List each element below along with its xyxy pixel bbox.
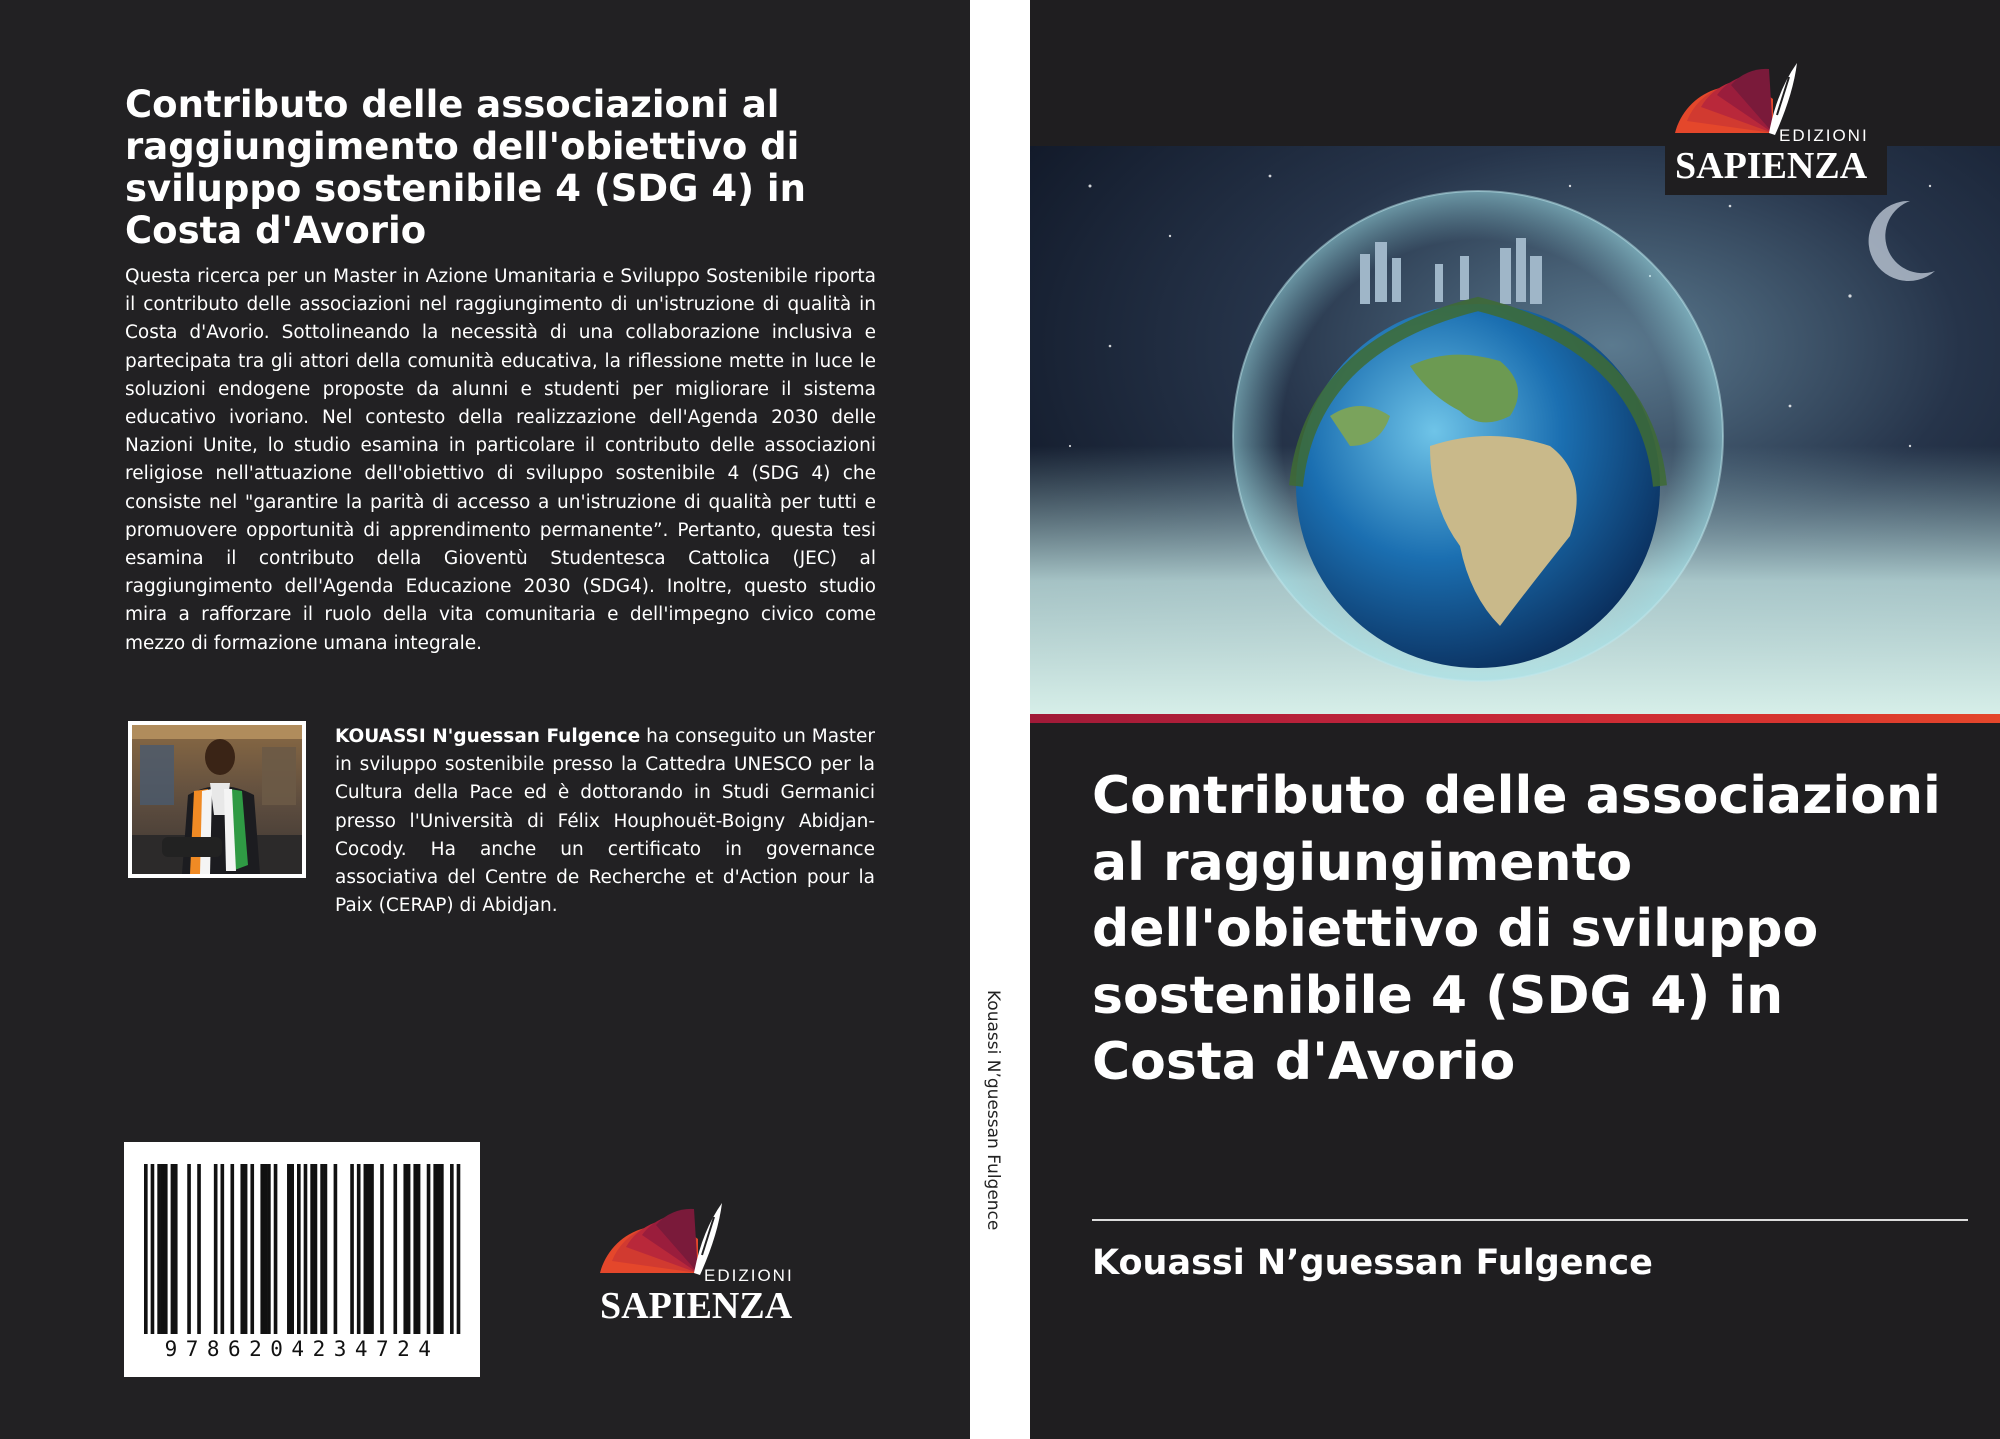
- barcode-bar: [370, 1164, 374, 1334]
- barcode-bar: [314, 1164, 318, 1334]
- barcode-bar: [350, 1164, 354, 1334]
- spine-author: Kouassi N’guessan Fulgence: [983, 990, 1003, 1231]
- barcode-bar: [230, 1164, 234, 1334]
- globe-image: [1030, 146, 2000, 716]
- logo-back-imprint-name: SAPIENZA: [600, 1285, 793, 1327]
- barcode-bar: [267, 1164, 271, 1334]
- barcode-bar: [450, 1164, 454, 1334]
- barcode-bar: [187, 1164, 191, 1334]
- barcode-bar: [357, 1164, 361, 1334]
- barcode-bar: [403, 1164, 407, 1334]
- publisher-logo-front: [1665, 55, 1887, 195]
- barcode-bar: [240, 1164, 244, 1334]
- back-cover: [0, 0, 970, 1439]
- logo-front-imprint-name: SAPIENZA: [1675, 145, 1868, 187]
- author-photo: [128, 721, 306, 878]
- barcode-bar: [290, 1164, 294, 1334]
- isbn-number: 9786204234724: [164, 1337, 440, 1361]
- barcode-bar: [413, 1164, 417, 1334]
- barcode-bar: [174, 1164, 178, 1334]
- front-cover: [1030, 0, 2000, 1439]
- barcode-bar: [297, 1164, 301, 1334]
- front-cover-author: Kouassi N’guessan Fulgence: [1092, 1243, 1653, 1283]
- barcode-bar: [393, 1164, 397, 1334]
- logo-back-imprint-top: EDIZIONI: [704, 1266, 794, 1285]
- barcode-bar: [274, 1164, 278, 1334]
- barcode-bar: [427, 1164, 431, 1334]
- barcode-bar: [144, 1164, 148, 1334]
- barcode-bar: [264, 1164, 268, 1334]
- author-portrait-image: [132, 725, 302, 874]
- barcode-bar: [364, 1164, 368, 1334]
- back-cover-title: Contributo delle associazioni al raggiungimento dell'obiettivo di sviluppo sostenibile 4 (SDG 4) in Costa d'Avorio: [125, 83, 806, 252]
- barcode-bar: [250, 1164, 254, 1334]
- barcode-bar: [157, 1164, 161, 1334]
- author-bio-text: ha conseguito un Master in sviluppo sostenibile presso la Cattedra UNESCO per la Cultura della Pace ed è dottorando in Studi Germanici presso l'Università di Félix Houphouët-Boigny Abidjan-Cocody. Ha anche un certificato in governance associativa del Centre de Recherche et d'Action pour la Paix (CERAP) di Abidjan.: [335, 726, 875, 917]
- barcode-bar: [417, 1164, 421, 1334]
- isbn-barcode: [124, 1142, 480, 1377]
- barcode-bar: [244, 1164, 248, 1334]
- barcode-bar: [334, 1164, 338, 1334]
- barcode-bar: [197, 1164, 201, 1334]
- front-cover-title: Contributo delle associazioni al raggiungimento dell'obiettivo di sviluppo sostenibile 4 (SDG 4) in Costa d'Avorio: [1092, 766, 1941, 1092]
- barcode-bar: [214, 1164, 218, 1334]
- barcode-bar: [221, 1164, 225, 1334]
- barcode-bar: [320, 1164, 324, 1334]
- barcode-bar: [151, 1164, 155, 1334]
- barcode-bar: [457, 1164, 461, 1334]
- earth-illustration: [1030, 146, 2000, 716]
- logo-front-imprint-top: EDIZIONI: [1779, 126, 1869, 145]
- barcode-bar: [433, 1164, 437, 1334]
- barcode-bar: [324, 1164, 328, 1334]
- barcode-bar: [440, 1164, 444, 1334]
- back-cover-blurb: Questa ricerca per un Master in Azione Umanitaria e Sviluppo Sostenibile riporta il contributo delle associazioni nel raggiungimento di un'istruzione di qualità in Costa d'Avorio. Sottolineando la necessità di una collaborazione inclusiva e partecipata tra gli attori della comunità educativa, la riflessione mette in luce le soluzioni endogene proposte da alunni e studenti per migliorare il sistema educativo ivoriano. Nel contesto della realizzazione dell'Agenda 2030 delle Nazioni Unite, lo studio esamina in particolare il contributo delle associazioni religiose nell'attuazione dell'obiettivo di sviluppo sostenibile 4 (SDG 4) che consiste nel "garantire la parità di accesso a un'istruzione di qualità per tutti e promuovere opportunità di apprendimento permanente”. Pertanto, questa tesi esamina il contributo della Gioventù Studentesca Cattolica (JEC) al raggiungimento dell'Agenda Educazione 2030 (SDG4). Inoltre, questo studio mira a rafforzare il ruolo della vita comunitaria e dell'impegno civico come mezzo di formazione umana integrale.: [125, 266, 876, 654]
- fan-and-quill-logo-icon: [590, 1195, 812, 1335]
- barcode-bar: [171, 1164, 175, 1334]
- barcode-bar: [287, 1164, 291, 1334]
- fan-and-quill-logo-icon: [1665, 55, 1887, 195]
- accent-strip: [1030, 714, 2000, 723]
- barcode-bar: [260, 1164, 264, 1334]
- barcode-bar: [304, 1164, 308, 1334]
- barcode-bar: [407, 1164, 411, 1334]
- barcode-bar: [310, 1164, 314, 1334]
- title-divider: [1092, 1219, 1968, 1221]
- barcode-bar: [161, 1164, 165, 1334]
- author-bio: [335, 723, 875, 920]
- barcode-bar: [437, 1164, 441, 1334]
- barcode-bar: [164, 1164, 168, 1334]
- publisher-logo-back: [590, 1195, 812, 1335]
- barcode-bar: [367, 1164, 371, 1334]
- author-bio-name: KOUASSI N'guessan Fulgence: [335, 726, 641, 747]
- barcode-bar: [380, 1164, 384, 1334]
